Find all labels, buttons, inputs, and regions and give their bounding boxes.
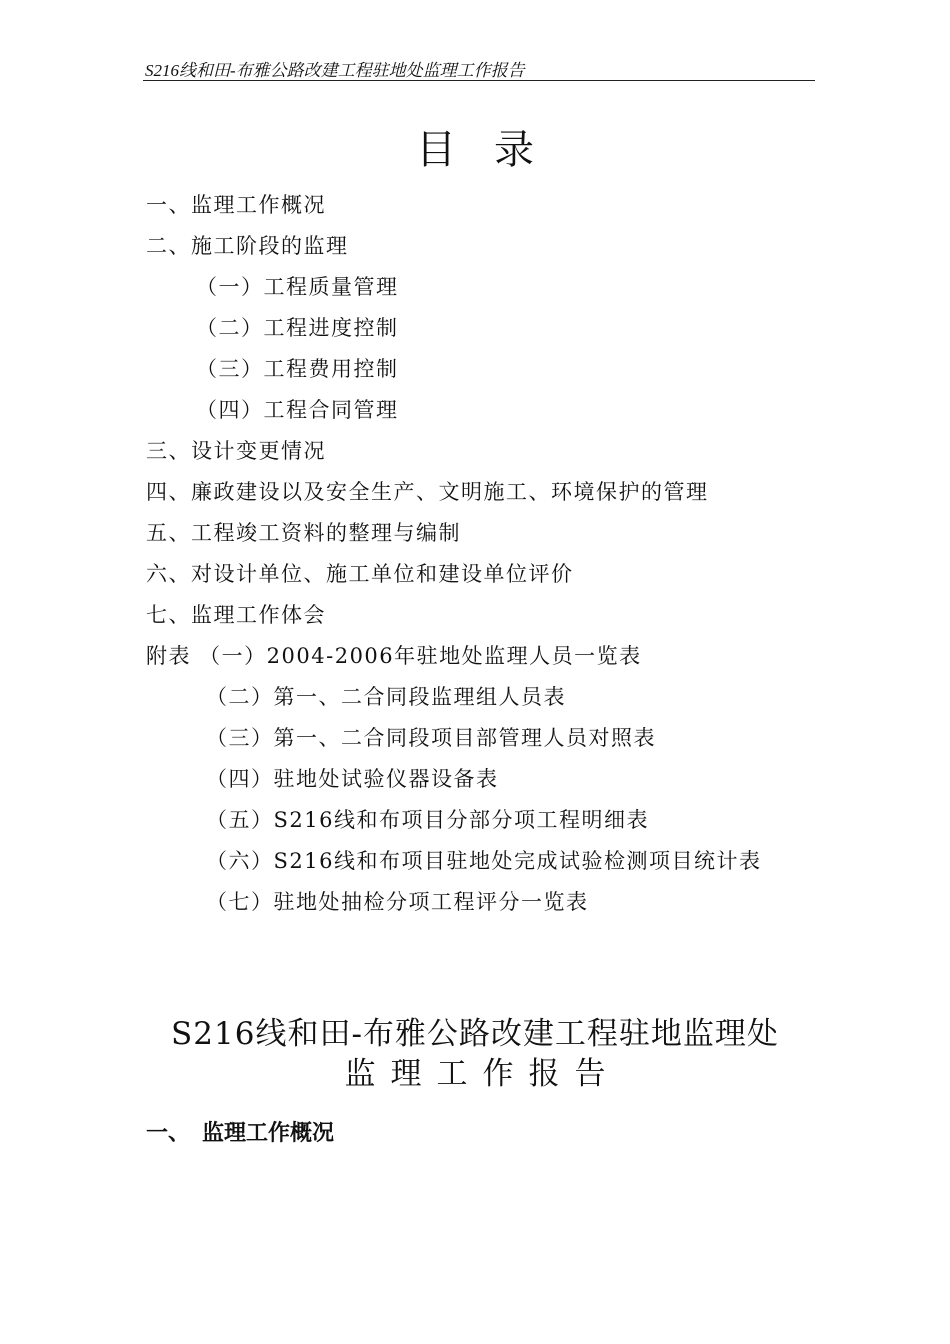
section-heading (146, 1116, 334, 1147)
toc-appendix-3: （三）第一、二合同段项目部管理人员对照表 (206, 726, 656, 750)
toc-item-6: 六、对设计单位、施工单位和建设单位评价 (146, 562, 574, 586)
toc-subitem-2-2: （二）工程进度控制 (196, 316, 399, 340)
report-title-line2: 监理工作报告 (344, 1056, 621, 1092)
toc-appendix-1: 附表 （一）2004-2006年驻地处监理人员一览表 (146, 644, 642, 668)
toc-subitem-2-3: （三）工程费用控制 (196, 357, 399, 381)
toc-appendix-7: （七）驻地处抽检分项工程评分一览表 (206, 890, 589, 914)
toc-title: 目录 (416, 127, 572, 173)
toc-item-4: 四、廉政建设以及安全生产、文明施工、环境保护的管理 (146, 480, 709, 504)
section-number: 一、 (146, 1121, 191, 1146)
section-title: 监理工作概况 (202, 1121, 335, 1146)
toc-item-5: 五、工程竣工资料的整理与编制 (146, 521, 461, 545)
toc-subitem-2-1: （一）工程质量管理 (196, 275, 399, 299)
toc-item-7: 七、监理工作体会 (146, 603, 326, 627)
toc-item-1: 一、监理工作概况 (146, 193, 326, 217)
toc-item-3: 三、设计变更情况 (146, 439, 326, 463)
toc-appendix-6: （六）S216线和布项目驻地处完成试验检测项目统计表 (206, 849, 762, 873)
header-rule (143, 80, 815, 81)
toc-appendix-5: （五）S216线和布项目分部分项工程明细表 (206, 808, 649, 832)
toc-item-2: 二、施工阶段的监理 (146, 234, 349, 258)
report-title-line1: S216线和田-布雅公路改建工程驻地监理处 (171, 1016, 779, 1052)
toc-appendix-4: （四）驻地处试验仪器设备表 (206, 767, 499, 791)
toc-appendix-2: （二）第一、二合同段监理组人员表 (206, 685, 566, 709)
running-header: S216线和田-布雅公路改建工程驻地处监理工作报告 (145, 61, 525, 80)
toc-subitem-2-4: （四）工程合同管理 (196, 398, 399, 422)
